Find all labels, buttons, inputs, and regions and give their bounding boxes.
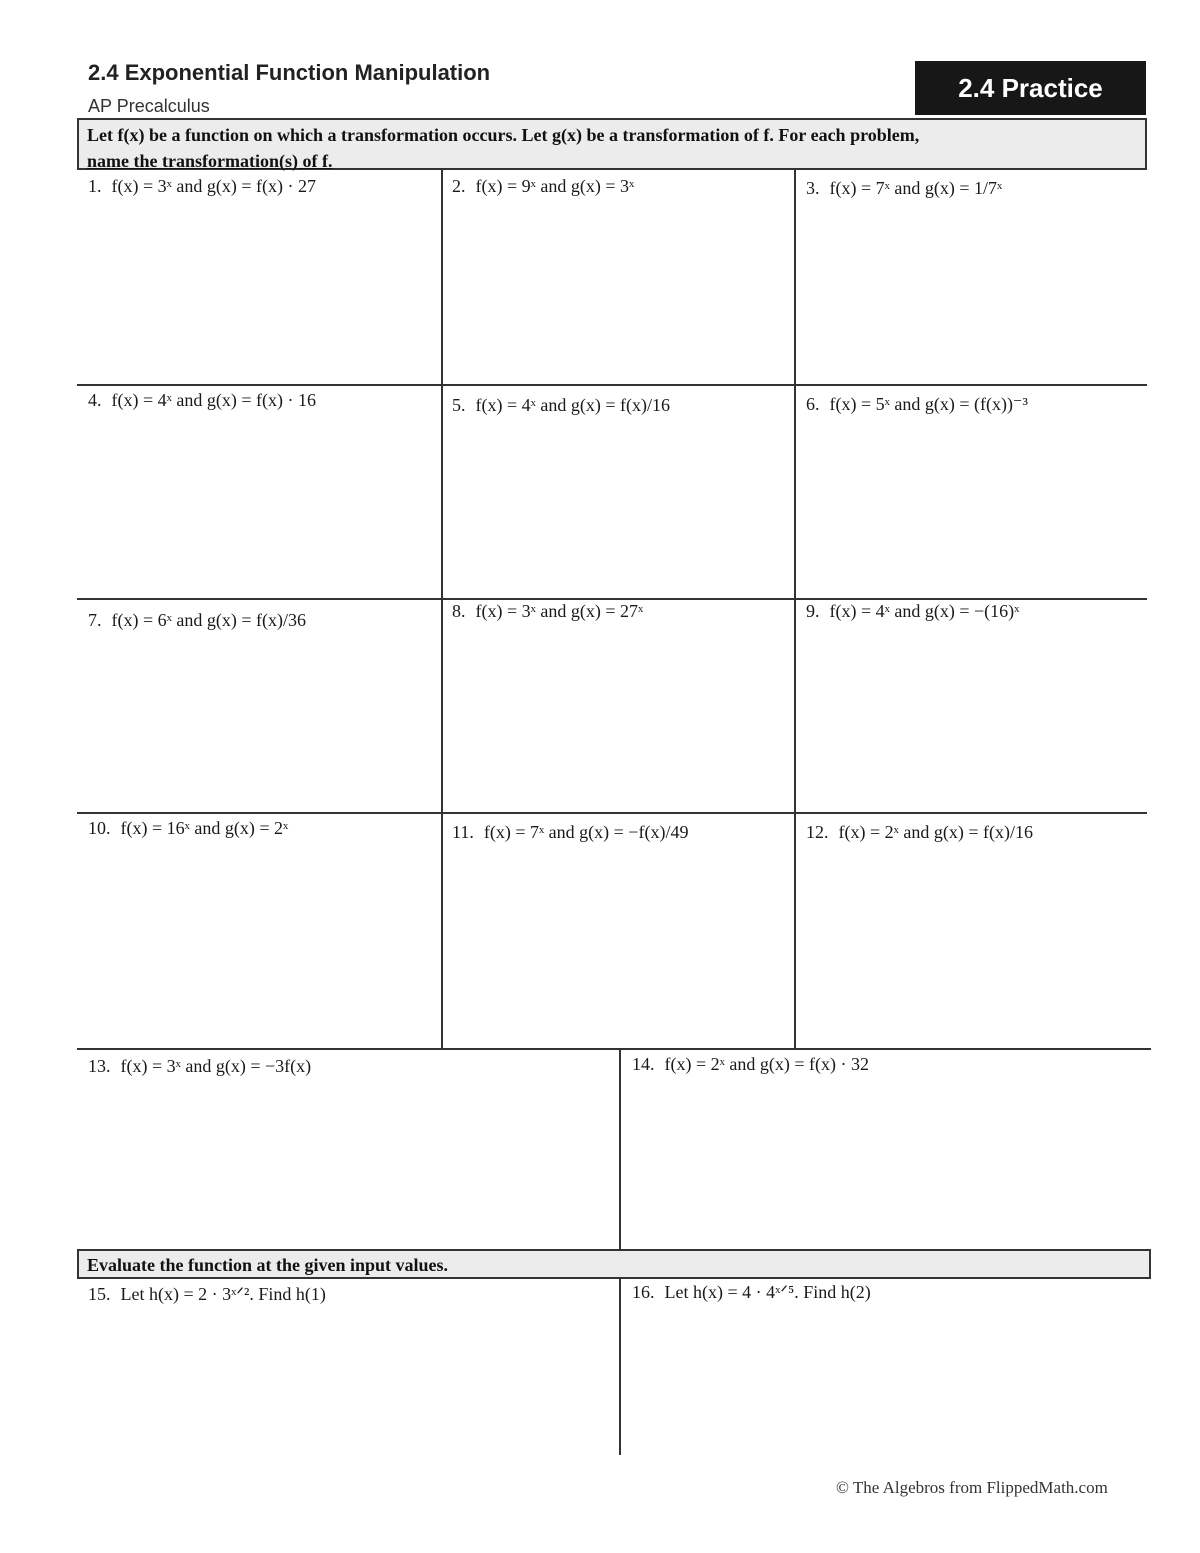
practice-badge: 2.4 Practice <box>915 61 1146 115</box>
problem-text: f(x) = 4ˣ and g(x) = f(x)/16 <box>475 395 670 415</box>
problem-text: f(x) = 9ˣ and g(x) = 3ˣ <box>475 176 635 196</box>
problem-14 <box>632 1054 869 1075</box>
problem-text: Let h(x) = 4 · 4ˣᐟ⁵. Find h(2) <box>664 1282 871 1302</box>
problem-8 <box>452 601 643 622</box>
grid-line <box>794 170 796 1050</box>
problem-text: f(x) = 7ˣ and g(x) = 1/7ˣ <box>829 178 1003 198</box>
course-subtitle: AP Precalculus <box>88 96 210 116</box>
problem-text: f(x) = 4ˣ and g(x) = −(16)ˣ <box>829 601 1020 621</box>
page-title: 2.4 Exponential Function Manipulation <box>88 60 491 85</box>
problem-number: 14. <box>632 1054 655 1074</box>
grid-line <box>619 1050 621 1250</box>
problem-number: 15. <box>88 1284 111 1304</box>
grid-line <box>77 598 1147 600</box>
problem-text: f(x) = 3ˣ and g(x) = f(x) · 27 <box>111 176 316 196</box>
instruction-line-2: name the transformation(s) of f. <box>87 151 333 171</box>
problem-text: f(x) = 16ˣ and g(x) = 2ˣ <box>120 818 289 838</box>
problem-text: f(x) = 3ˣ and g(x) = −3f(x) <box>120 1056 312 1076</box>
problem-number: 6. <box>806 394 820 414</box>
problem-5 <box>452 395 670 416</box>
problem-text: f(x) = 2ˣ and g(x) = f(x) · 32 <box>664 1054 869 1074</box>
problem-10 <box>88 818 288 839</box>
copyright-footer: © The Algebros from FlippedMath.com <box>836 1478 1108 1497</box>
grid-line <box>77 812 1147 814</box>
problem-number: 1. <box>88 176 102 196</box>
problem-text: f(x) = 7ˣ and g(x) = −f(x)/49 <box>483 822 689 842</box>
instruction-line-1: Let f(x) be a function on which a transformation occurs. Let g(x) be a transformation of f. For each problem, <box>87 125 920 145</box>
problem-9 <box>806 601 1019 622</box>
problem-6 <box>806 394 1028 415</box>
evaluate-instructions: Evaluate the function at the given input values. <box>77 1249 1151 1279</box>
problem-number: 10. <box>88 818 111 838</box>
problem-number: 4. <box>88 390 102 410</box>
problem-number: 13. <box>88 1056 111 1076</box>
problem-number: 3. <box>806 178 820 198</box>
problem-3 <box>806 178 1002 199</box>
problem-7 <box>88 610 306 631</box>
problem-12 <box>806 822 1033 843</box>
problem-number: 2. <box>452 176 466 196</box>
problem-number: 16. <box>632 1282 655 1302</box>
problem-text: f(x) = 3ˣ and g(x) = 27ˣ <box>475 601 644 621</box>
problem-text: f(x) = 2ˣ and g(x) = f(x)/16 <box>838 822 1033 842</box>
problem-number: 7. <box>88 610 102 630</box>
problem-number: 8. <box>452 601 466 621</box>
problem-number: 5. <box>452 395 466 415</box>
grid-line <box>619 1279 621 1455</box>
problem-text: f(x) = 5ˣ and g(x) = (f(x))⁻³ <box>829 394 1028 414</box>
problem-text: Let h(x) = 2 · 3ˣᐟ². Find h(1) <box>120 1284 326 1304</box>
problem-number: 12. <box>806 822 829 842</box>
problem-number: 11. <box>452 822 474 842</box>
problem-4 <box>88 390 316 411</box>
grid-line <box>77 384 1147 386</box>
problem-text: f(x) = 6ˣ and g(x) = f(x)/36 <box>111 610 306 630</box>
problem-13 <box>88 1056 311 1077</box>
transformation-instructions <box>77 118 1147 170</box>
problem-text: f(x) = 4ˣ and g(x) = f(x) · 16 <box>111 390 316 410</box>
problem-2 <box>452 176 634 197</box>
problem-1 <box>88 176 316 197</box>
problem-15 <box>88 1284 326 1305</box>
grid-line <box>441 170 443 1050</box>
problem-number: 9. <box>806 601 820 621</box>
problem-11 <box>452 822 688 843</box>
grid-line <box>77 1048 1151 1050</box>
problem-16 <box>632 1282 871 1303</box>
